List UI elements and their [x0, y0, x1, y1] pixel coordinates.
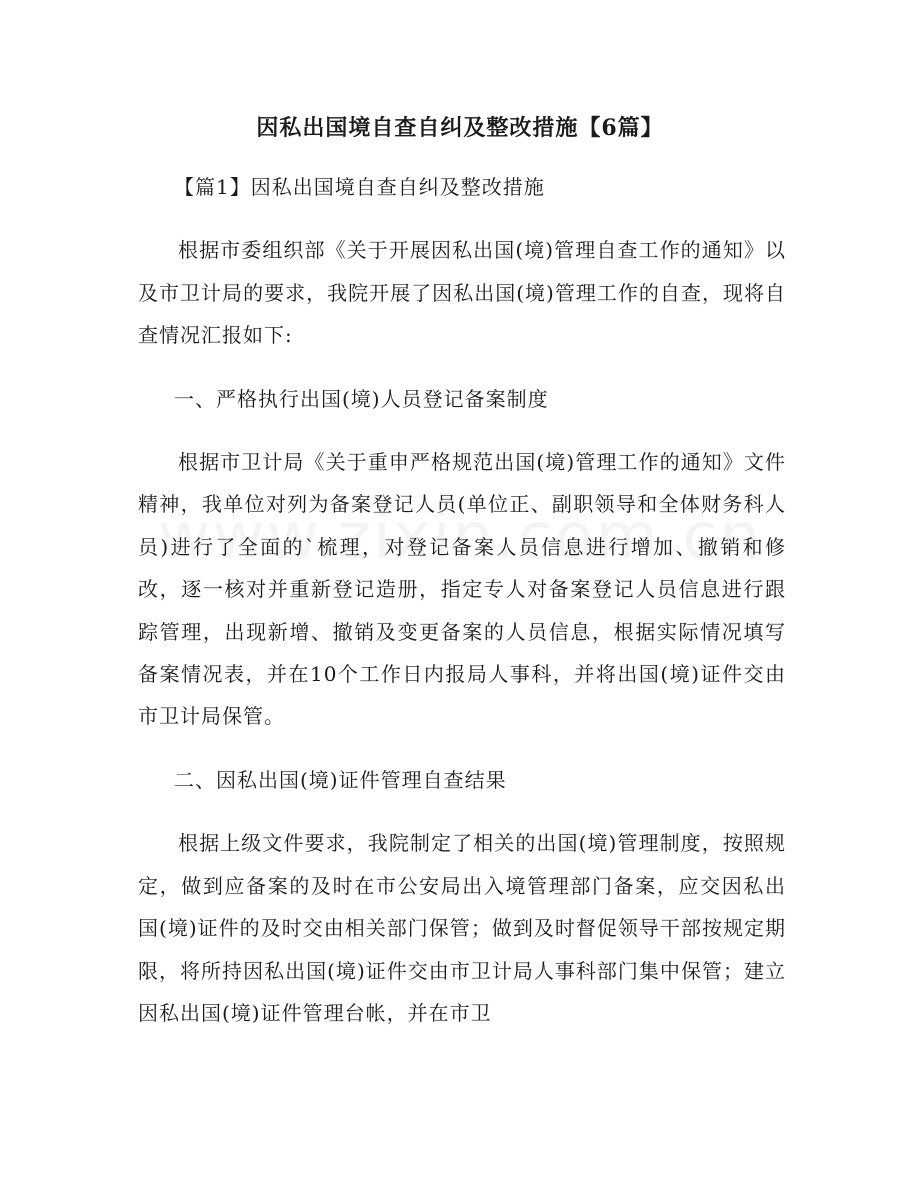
document-title: 因私出国境自查自纠及整改措施【6篇】 [256, 115, 664, 141]
paragraph-registration: 根据市卫计局《关于重申严格规范出国(境)管理工作的通知》文件精神，我单位对列为备案登记人员(单位正、副职领导和全体财务科人员)进行了全面的`梳理，对登记备案人员信息进行增加、撤销和修改，逐一核对并重新登记造册，指定专人对备案登记人员信息进行跟踪管理，出现新增、撤销及变更备案的人员信息，根据实际情况填写备案情况表，并在10个工作日内报局人事科，并将出国(境)证件交由市卫计局保管。 [138, 450, 786, 729]
document-body [138, 166, 786, 1055]
section-heading-part1: 【篇1】因私出国境自查自纠及整改措施 [174, 175, 545, 199]
paragraph-certificate-management: 根据上级文件要求，我院制定了相关的出国(境)管理制度，按照规定，做到应备案的及时在市公安局出入境管理部门备案，应交因私出国(境)证件的及时交由相关部门保管；做到及时督促领导干部按规定期限，将所持因私出国(境)证件交由市卫计局人事科部门集中保管；建立因私出国(境)证件管理台帐，并在市卫 [138, 831, 786, 1025]
paragraph-intro: 根据市委组织部《关于开展因私出国(境)管理自查工作的通知》以及市卫计局的要求，我院开展了因私出国(境)管理工作的自查，现将自查情况汇报如下: [138, 238, 786, 348]
section-heading-2: 二、因私出国(境)证件管理自查结果 [174, 767, 507, 792]
section-heading-1: 一、严格执行出国(境)人员登记备案制度 [174, 386, 549, 411]
